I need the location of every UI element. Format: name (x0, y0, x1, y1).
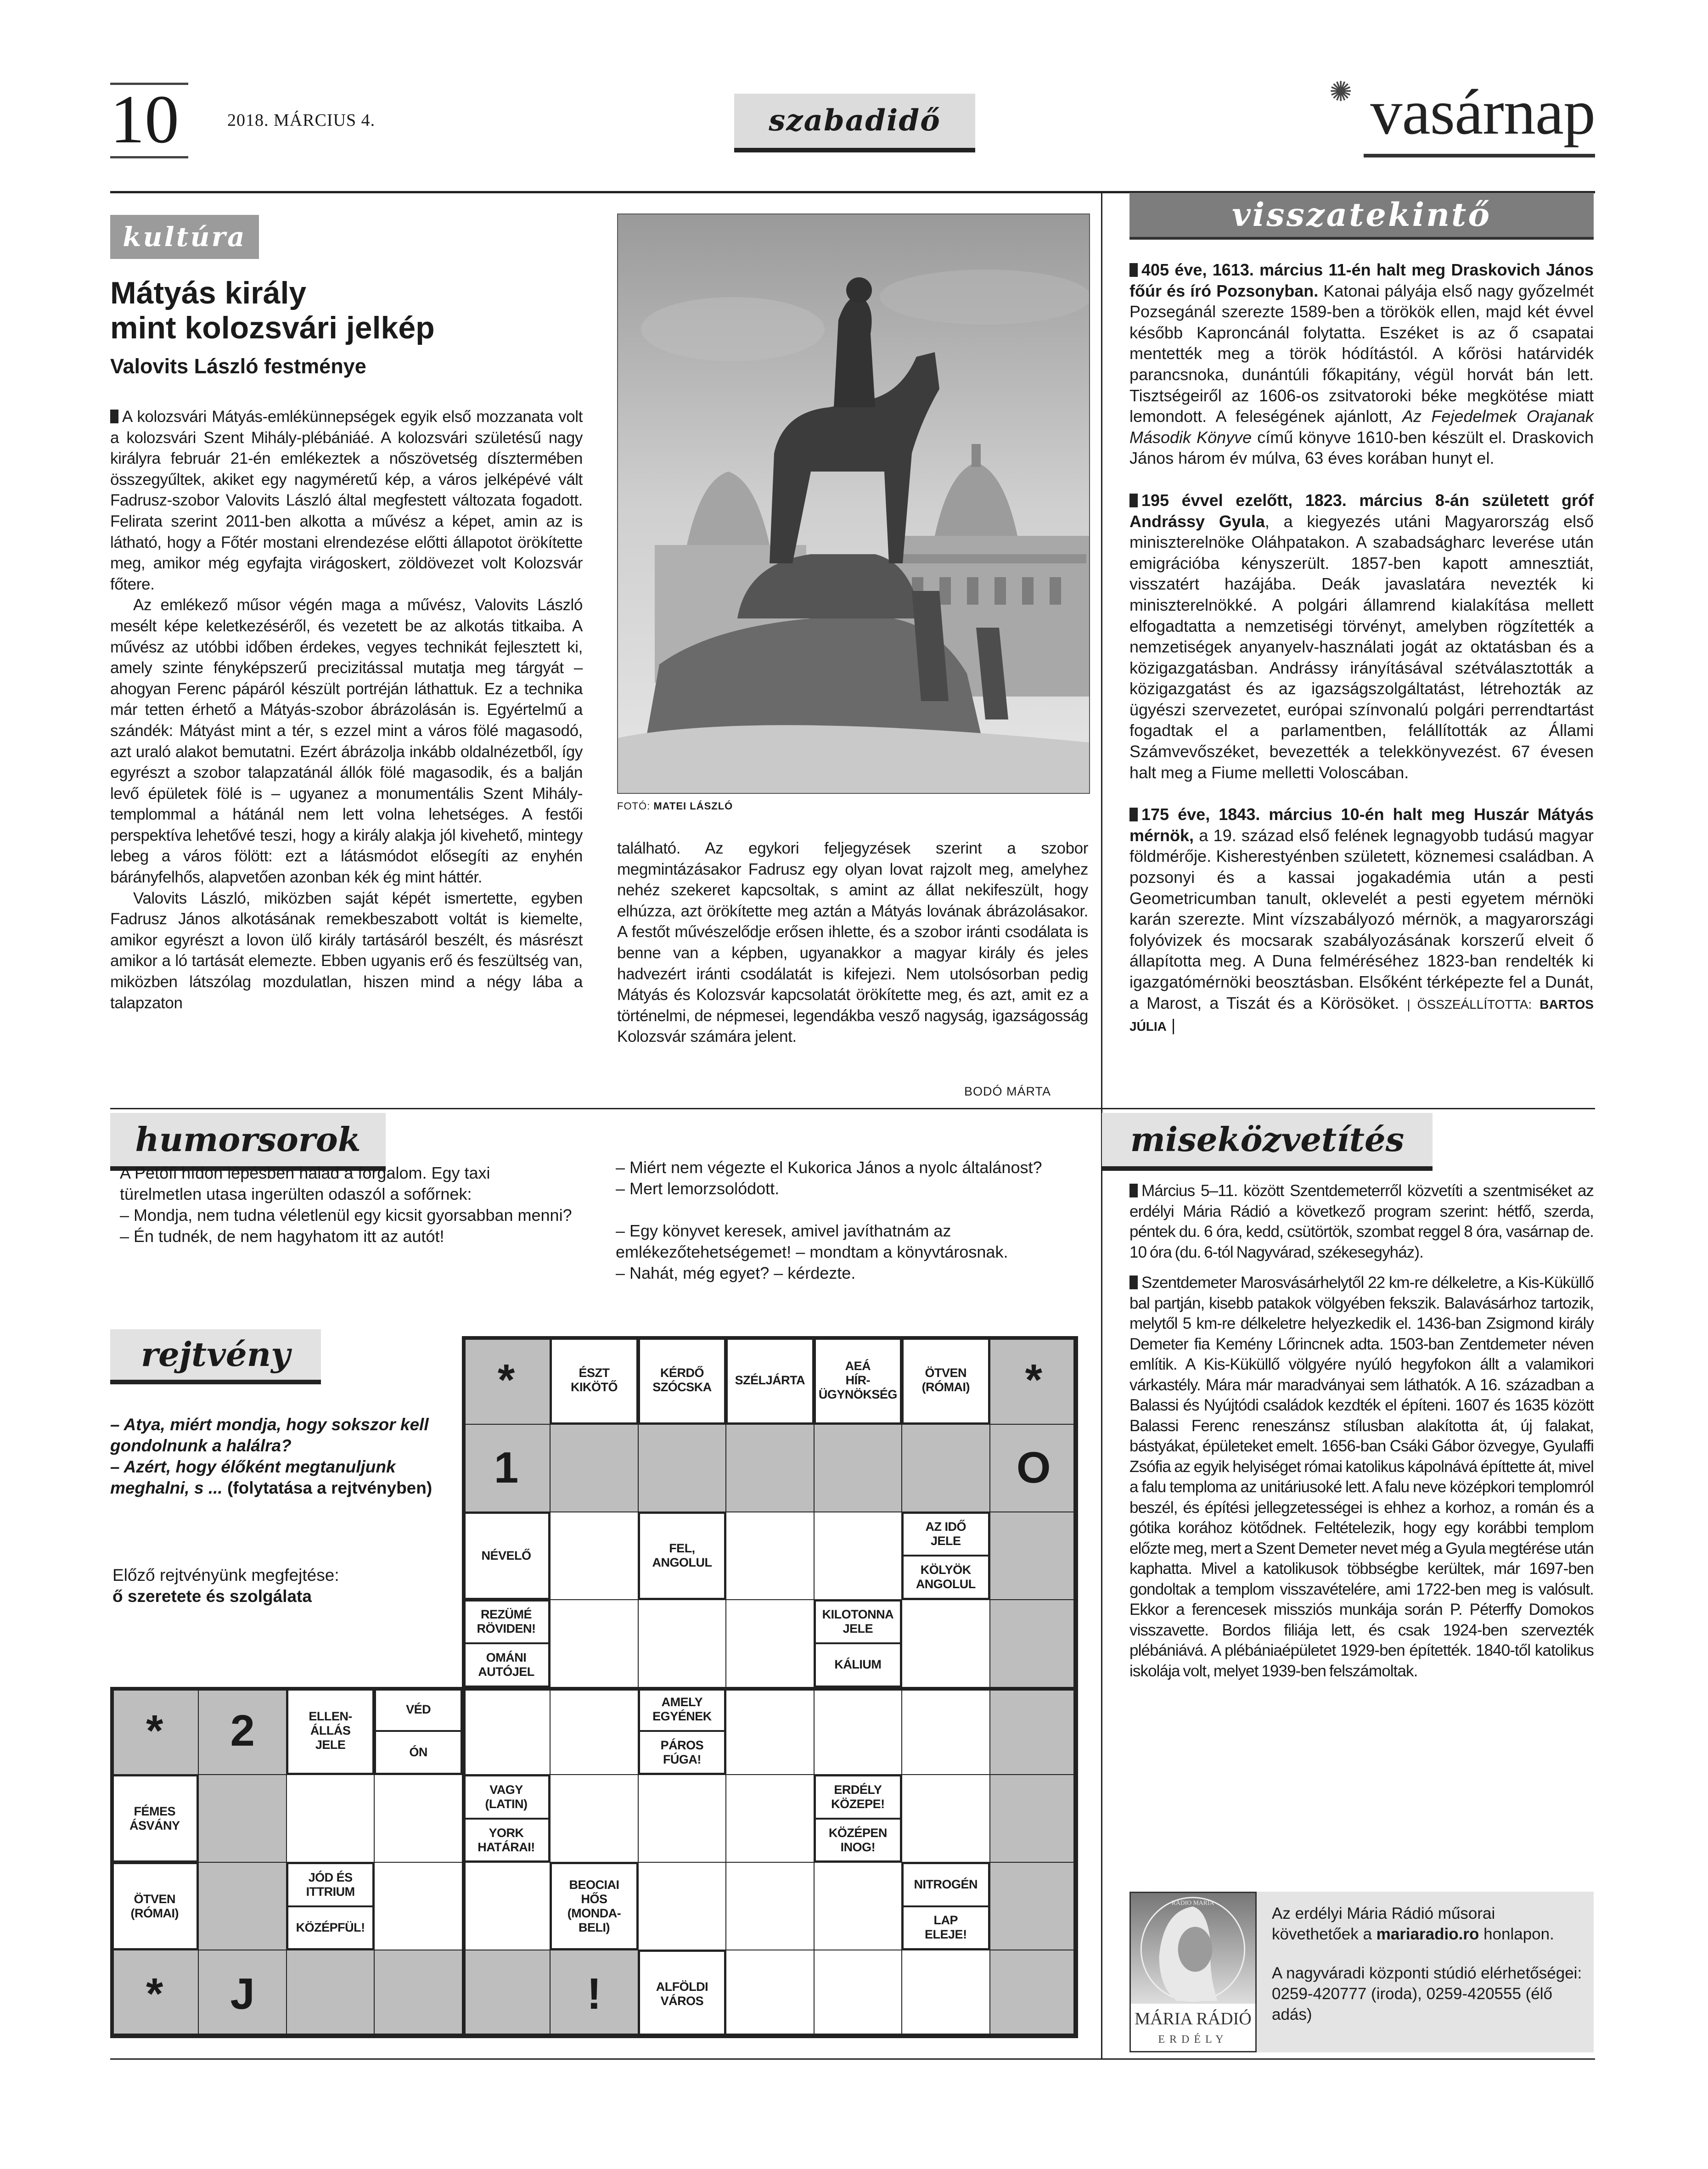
answer-cell[interactable] (374, 1862, 462, 1950)
paragraph-marker (110, 410, 118, 423)
clue-text: ÉSZT KIKÖTŐ (570, 1366, 618, 1394)
retrospective-list (1129, 259, 1594, 1058)
answer-cell[interactable] (638, 1599, 726, 1688)
answer-cell[interactable] (725, 1599, 814, 1688)
clue-cell (901, 1336, 990, 1425)
article-continuation (617, 838, 1088, 1047)
sun-icon: ✺ (1329, 76, 1353, 107)
clue-text: VÉD (406, 1702, 431, 1716)
section-tag-humorsorok: humorsorok (110, 1113, 386, 1171)
answer-cell[interactable] (725, 1862, 814, 1950)
clue-cell (110, 1774, 199, 1863)
solution-cell[interactable] (198, 1950, 287, 2038)
solution-cell[interactable] (901, 1424, 990, 1512)
clue-text: OMÁNI AUTÓJEL (478, 1650, 534, 1679)
solution-cell[interactable] (989, 1336, 1078, 1425)
answer-cell[interactable] (725, 1950, 814, 2038)
clue-text: ÖTVEN (RÓMAI) (130, 1892, 179, 1920)
photo-caption (617, 800, 733, 812)
radio-website-link[interactable]: mariaradio.ro (1376, 1925, 1479, 1943)
solution-cell[interactable] (725, 1424, 814, 1512)
equestrian-statue-painting (618, 214, 1089, 793)
paragraph-marker (1129, 263, 1138, 277)
article-subtitle: Valovits László festménye (110, 354, 366, 378)
clue-cell (286, 1687, 375, 1776)
maria-radio-logo (1129, 1892, 1257, 2052)
previous-solution-answer: ő szeretete és szolgálata (112, 1587, 312, 1606)
solution-cell[interactable] (462, 1950, 551, 2038)
newspaper-logo: vasárnap (1364, 73, 1595, 157)
photographer-name: MATEI LÁSZLÓ (653, 800, 733, 812)
clue-text: ÖTVEN (RÓMAI) (921, 1366, 970, 1394)
answer-cell[interactable] (725, 1774, 814, 1863)
clue-cell (550, 1336, 638, 1425)
joke-line: – Egy könyvet keresek, amivel javíthatnám az emlékezőtehetségemet! – mondtam a könyvtárosnak. (616, 1221, 1008, 1261)
cell-symbol: O (1016, 1443, 1051, 1493)
logo-ring-text: RADIO MARIA (1171, 1899, 1214, 1906)
clue-cell (901, 1512, 990, 1600)
clue-cell (814, 1774, 902, 1863)
clue-cell (638, 1512, 726, 1600)
solution-cell[interactable] (638, 1424, 726, 1512)
clue-text: YORK HATÁRAI! (478, 1826, 535, 1854)
joke-line: – Miért nem végezte el Kukorica János a nyolc általánost? (616, 1158, 1042, 1177)
answer-cell[interactable] (550, 1512, 638, 1600)
mass-paragraph: Március 5–11. között Szentdemeterről közvetíti a szentmiséket az erdélyi Mária Rádió a következő program szerint: hétfő, szerda, péntek du. 6 óra, kedd, csütörtök, szombat reggel 8 óra, vasárnap de. 10 óra (du. 6-tól Nagyvárad, székesegyház). (1129, 1182, 1594, 1261)
section-tag-misekozvetites: miseközvetítés (1102, 1113, 1433, 1171)
solution-cell[interactable] (989, 1512, 1078, 1600)
answer-cell[interactable] (725, 1512, 814, 1600)
clue-text: FÉMES ÁSVÁNY (129, 1804, 180, 1832)
clue-cell (638, 1687, 726, 1776)
section-tag-visszatekinto: visszatekintő (1129, 193, 1594, 240)
clue-cell (550, 1862, 638, 1950)
cell-symbol: * (146, 1706, 163, 1755)
clue-cell (814, 1336, 902, 1425)
clue-text: KÖZÉPEN INOG! (828, 1826, 887, 1854)
clue-text: BEOCIAI HŐS (MONDA- BELI) (567, 1877, 621, 1934)
clue-text: AMELY EGYÉNEK (652, 1695, 712, 1724)
answer-cell[interactable] (901, 1774, 990, 1863)
joke-line: – Én tudnék, de nem hagyhatom itt az autót! (120, 1227, 444, 1246)
clue-text: NITROGÉN (914, 1877, 978, 1892)
article-paragraph: Valovits László, miközben saját képét ismertette, egyben Fadrusz János alkotásának remekbeszabott voltát is kiemelte, amikor egyrészt a lovon ülő király tartásáról beszélt, és másrészt amikor a ló tartását elemezte. Ebben ugyanis erő és feszültség van, miközben látszólag mozdulatlan, hiszen mind a négy lába a talapzaton (110, 889, 583, 1012)
clue-text: ERDÉLY KÖZEPE! (831, 1783, 885, 1811)
solution-cell[interactable] (989, 1687, 1078, 1776)
credit-name: BARTOS JÚLIA (1129, 997, 1594, 1034)
retrospective-item (1129, 804, 1594, 1037)
joke-right (616, 1157, 1075, 1284)
clue-text: ALFÖLDI VÁROS (656, 1979, 708, 2008)
clue-cell (286, 1862, 375, 1950)
article-title-line1: Mátyás király (110, 275, 307, 310)
article-paragraph: Az emlékező műsor végén maga a művész, Valovits László mesélt képe keletkezéséről, és vezetett be az alkotás titkaiba. A művész az utóbbi időben érdekes, vegyes technikát fejlesztett ki, amely szinte fényképszerű precizitással mutatja meg tárgyát – ahogyan Ferenc pápáról készült portréján láthattuk. Ez a technika már tetten érhető a Mátyás-szobor ábrázolásán is. Egyértelmű a szándék: Mátyást mint a tér, s ezzel mint a város fölé magasodó, azt uraló alakot bemutatni. Ezért ábrázolja inkább oldalnézetből, így egyrészt a szobor talapzatánál állók fölé magasodik, és a balján levő épületek fölé is – ugyanez a monumentális Szent Mihály-templommal a hátánál nem lett volna lehetséges. A festői perspektíva lehetővé teszi, hogy a király alakja jól kivehető, mintegy lebeg a város fölött: ezt a látásmódot elősegíti az enyhén bárányfelhős, alapvetően azonban kék ég mint háttér. (110, 596, 583, 887)
cell-symbol: J (230, 1969, 255, 2018)
page-number: 10 (110, 83, 188, 158)
retrospective-item (1129, 259, 1594, 469)
clue-cell (462, 1774, 551, 1863)
item-text: című könyve 1610-ben készült el. Draskovich János három év múlva, 63 éves korában hunyt el. (1129, 427, 1594, 468)
answer-cell[interactable] (725, 1687, 814, 1776)
paragraph-marker (1129, 494, 1138, 507)
cell-symbol: * (1025, 1355, 1042, 1405)
clue-text: KÖZÉPFÜL! (296, 1920, 365, 1934)
solution-cell[interactable] (374, 1950, 462, 2038)
solution-cell[interactable] (110, 1687, 199, 1776)
answer-cell[interactable] (814, 1687, 902, 1776)
clue-text: REZÜMÉ RÖVIDEN! (477, 1607, 536, 1636)
clue-cell (725, 1336, 814, 1425)
mid-divider (110, 1108, 1595, 1109)
cell-symbol: * (146, 1969, 163, 2018)
clue-cell (901, 1862, 990, 1950)
cell-symbol: 1 (494, 1443, 519, 1493)
paragraph-marker (1129, 808, 1138, 821)
article-body (110, 406, 583, 1013)
logo-subtext: ERDÉLY (1158, 2034, 1228, 2045)
section-title: szabadidő (734, 94, 975, 152)
answer-cell[interactable] (374, 1774, 462, 1863)
answer-cell[interactable] (638, 1774, 726, 1863)
article-title (110, 275, 583, 345)
crossword-grid (110, 1336, 1077, 2037)
section-tag-rejtveny: rejtvény (110, 1329, 321, 1384)
clue-text: VAGY (LATIN) (485, 1783, 528, 1811)
solution-cell[interactable] (462, 1424, 551, 1512)
radio-contact: A nagyváradi központi stúdió elérhetőségei: 0259-420777 (iroda), 0259-420555 (élő adás) (1272, 1964, 1582, 2023)
cell-symbol: 2 (230, 1706, 255, 1755)
answer-cell[interactable] (901, 1687, 990, 1776)
solution-cell[interactable] (198, 1687, 287, 1776)
clue-text: AEÁ HÍR- ÜGYNÖKSÉG (818, 1359, 897, 1401)
answer-cell[interactable] (814, 1862, 902, 1950)
radio-info (1272, 1903, 1584, 2043)
riddle-question: – Atya, miért mondja, hogy sokszor kell gondolnunk a halálra? (110, 1415, 429, 1455)
cell-symbol: * (497, 1355, 515, 1405)
logo-text: MÁRIA RÁDIÓ (1135, 2009, 1252, 2029)
clue-text: JÓD ÉS ITTRIUM (306, 1870, 355, 1899)
clue-text: ÓN (409, 1745, 427, 1759)
solution-cell[interactable] (550, 1424, 638, 1512)
solution-cell[interactable] (814, 1424, 902, 1512)
clue-cell (814, 1599, 902, 1688)
item-heading: 175 éve, 1843. március 10-én halt meg Huszár Mátyás mérnök, (1129, 805, 1594, 845)
solution-cell[interactable] (989, 1862, 1078, 1950)
solution-cell[interactable] (286, 1950, 375, 2038)
caption-label: FOTÓ: (617, 800, 651, 812)
item-text: , a kiegyezés utáni Magyarország első miniszterelnöke Oláhpatakon. A szabadságharc leverése után emigrációba kényszerült. 1857-ben kapott amnesztiát, visszatért hazájába. Deák javaslatára nevezték ki miniszterelnökké. A polgári államrend kialakítása mellett elfogadtatta a nemzetiségi törvényt, amelyben rögzítették a nemzetiségek anyanyelv-használati jogát az oktatásban és a közigazgatásban. Andrássy irányításával szétválasztották a közigazgatást és az igazságszolgáltatást, létrehozták az ügyészi szervezetet, európai színvonalú polgári perrendtartást fogadtak el a parlamentben, felállították az Állami Számvevőszéket, bevezették a telekkönyvezést. 67 évesen halt meg a Fiume melletti Voloscában. (1129, 511, 1594, 782)
paragraph-marker (1129, 1276, 1138, 1289)
clue-text: KÉRDŐ SZÓCSKA (652, 1366, 712, 1394)
item-text: a 19. század első felének legnagyobb tudású magyar földmérője. Kisherestyénben született, köznemesi családban. A pozsonyi és a kassai jogakadémia után a pesti Geometricumban tanult, oklevelét a pesti egyetem mérnöki karán szerezte. Mint vízszabályozó mérnök, a magyarországi folyóvizek és mocsarak szabályozásának korszerű elveit ő állapította meg. A Duna felméréséhez 1823-ban rendelték ki igazgatómérnöki beosztásban. Elsőként térképezte fel a Dunát, a Marost, a Tiszát és a Körösöket. (1129, 826, 1594, 1012)
painting-photo (617, 214, 1090, 794)
solution-cell[interactable] (550, 1950, 638, 2038)
riddle-note: (folytatása a rejtvényben) (222, 1478, 433, 1497)
retrospective-item (1129, 490, 1594, 783)
answer-cell[interactable] (638, 1862, 726, 1950)
article-paragraph: található. Az egykori feljegyzések szerint a szobor megmintázásakor Fadrusz egy olyan lovat rajzolt meg, amelyhez nehéz szekeret kapcsoltak, s amint az állat nekifeszült, hogy elhúzza, azt örökítette meg aztán a Mátyás lovának ábrázolásakor. A festőt művészelődje erősen ihlette, és a szobor iránti csodálata is benne van a képben, ugyanakkor a magyar király és jeles hadvezért iránti csodálatát is kifejezi. Nem utolsósorban pedig Mátyás és Kolozsvár kapcsolatát örökítette meg, és azt, amit ez a történelmi, de népmesei, legendákba vesző nagyság, igazságosság Kolozsvár számára jelent. (617, 839, 1088, 1046)
clue-text: KÁLIUM (834, 1658, 882, 1672)
item-heading: 195 évvel ezelőtt, 1823. március 8-án született gróf Andrássy Gyula (1129, 490, 1594, 531)
clue-text: PÁROS FÚGA! (660, 1738, 704, 1766)
solution-cell[interactable] (989, 1599, 1078, 1688)
answer-cell[interactable] (901, 1599, 990, 1688)
bottom-divider (110, 2058, 1595, 2060)
item-text: Katonai pályája első nagy győzelmét Pozsegánál szerezte 1589-ben a törökök ellen, majd két évvel később Kaproncánál folytatta. Eszéket is az ő csapatai mentették meg a török hódítástól. A kőrösi határvidék parancsnoka, dunántúli főkapitány, végül horvát bán lett. Tisztségeiről az 1606-os zsitvatoroki béke megkötése miatt lemondott. A feleségének ajánlott, (1129, 281, 1594, 426)
item-heading: 405 éve, 1613. március 11-én halt meg Draskovich János főúr és író Pozsonyban. (1129, 260, 1594, 300)
mass-text (1129, 1181, 1594, 1681)
clue-text: FEL, ANGOLUL (652, 1541, 712, 1570)
answer-cell[interactable] (462, 1862, 551, 1950)
credit-label: | ÖSSZEÁLLÍTOTTA: (1407, 997, 1532, 1011)
clue-text: NÉVELŐ (481, 1548, 531, 1562)
joke-left (120, 1163, 574, 1247)
answer-cell[interactable] (550, 1599, 638, 1688)
answer-cell[interactable] (814, 1950, 902, 2038)
maria-radio-box (1129, 1892, 1594, 2052)
clue-text: ELLEN- ÁLLÁS JELE (309, 1709, 352, 1752)
clue-cell (110, 1862, 199, 1950)
joke-line: A Petőfi hídon lépésben halad a forgalom. Egy taxi türelmetlen utasa ingerülten odaszól a sofőrnek: (120, 1163, 490, 1203)
solution-cell[interactable] (198, 1862, 287, 1950)
radio-info-text: honlapon. (1479, 1925, 1554, 1943)
article-title-line2: mint kolozsvári jelkép (110, 310, 435, 345)
solution-cell[interactable] (110, 1950, 199, 2038)
radio-info-text: Az erdélyi Mária Rádió műsorai követhetőek a (1272, 1905, 1495, 1943)
clue-text: LAP ELEJE! (925, 1913, 967, 1942)
solution-cell[interactable] (989, 1950, 1078, 2038)
answer-cell[interactable] (462, 1687, 551, 1776)
article-paragraph: A kolozsvári Mátyás-emlékünnepségek egyik első mozzanata volt a kolozsvári Szent Mihály-plébániáé. A kolozsvári születésű nagy királyra február 21-én emlékeztek a nőszövetség dísztermében összegyűltek, akiket egy nagyméretű kép, a város jelképévé vált Fadrusz-szobor Valovits László által megfestett változata fogadott. Felirata szerint 2011-ben alkotta a művész a képet, amin az is látható, hogy a Főtér mostani elrendezése előtti állapotot örökítette meg, amikor még egyfajta virágoskert, zöldövezet volt Kolozsvár főtere. (110, 408, 583, 593)
answer-cell[interactable] (550, 1687, 638, 1776)
clue-text: SZÉLJÁRTA (735, 1373, 805, 1387)
clue-text: KILOTONNA JELE (822, 1607, 894, 1636)
clue-text: AZ IDŐ JELE (925, 1520, 966, 1548)
clue-cell (374, 1687, 462, 1776)
mass-paragraph: Szentdemeter Marosvásárhelytől 22 km-re délkeletre, a Kis-Küküllő bal partján, kisebb patakok völgyében fekszik. Balavásárhoz tartozik, melytől 5 km-re délkeletre helyezkedik el. 1436-ban Zsigmond király Demeter fia Kemény Lőrincnek adta. 1503-ban Zentdemeter néven említik. A Kis-Küküllő völgyére nyúló hegyfokon állt a valamikori várkastély. Mára már maradványai sem láthatók. A 16. században a Balassi és Nyújtódi családok kezdték el építeni. 1607 és 1635 között Balassi Ferenc reneszánsz stílusban alakította át, új falakat, bástyákat, épületeket emelt. 1656-ban Csáki Gábor özvegye, Gyulaffi Zsófia az egyik helyiséget római katolikus kápolnává építtette át, mivel a falu temploma az unitáriusoké lett. A falu neve középkori templomról beszél, és építési jellegzetességei is ehhez a korhoz, a román és a gótika korához kötődnek. Feltételezik, hogy egy korábbi templom előzte meg, mert a Szent Demeter nevet még a Gyula megtérése után kaphatta. Mivel a katolikusok többségbe kerültek, már 1697-ben gondoltak a templom visszavételére, ami 1722-ben meg is valósult. Ekkor a ferencesek missziós munkája során P. Péterffy Domokos visszavette. Bordos filiája lett, és csak 1924-ben szervezték plébániává. A plébániaépületet 1929-ben építették. 1840-től katolikus iskolája volt, melyet 1939-ben felszámoltak. (1129, 1274, 1594, 1680)
answer-cell[interactable] (814, 1512, 902, 1600)
joke-line: – Mert lemorzsolódott. (616, 1179, 780, 1198)
solution-cell[interactable] (989, 1774, 1078, 1863)
cell-symbol: ! (587, 1969, 601, 2018)
book-title: Az Fejedelmek Orajanak Második Könyve (1129, 407, 1594, 447)
article-author: BODÓ MÁRTA (964, 1084, 1051, 1098)
paragraph-marker (1129, 1184, 1138, 1197)
joke-line: – Nahát, még egyet? – kérdezte. (616, 1264, 856, 1282)
issue-date: 2018. MÁRCIUS 4. (227, 111, 376, 130)
madonna-icon (1131, 1893, 1255, 2006)
answer-cell[interactable] (901, 1950, 990, 2038)
section-tag-kultura: kultúra (110, 215, 259, 259)
previous-solution-label: Előző rejtvényünk megfejtése: (112, 1566, 339, 1585)
clue-cell (462, 1512, 551, 1600)
solution-cell[interactable] (989, 1424, 1078, 1512)
answer-cell[interactable] (286, 1774, 375, 1863)
answer-cell[interactable] (550, 1774, 638, 1863)
clue-cell (462, 1599, 551, 1688)
clue-cell (638, 1950, 726, 2038)
credit-end: | (1171, 1016, 1176, 1035)
riddle-answer: – Azért, hogy élőként megtanuljunk meghalni, s ... (110, 1457, 396, 1497)
solution-cell[interactable] (462, 1336, 551, 1425)
joke-line: – Mondja, nem tudna véletlenül egy kicsit gyorsabban menni? (120, 1206, 572, 1225)
clue-text: KÖLYÖK ANGOLUL (916, 1562, 976, 1591)
solution-cell[interactable] (198, 1774, 287, 1863)
clue-cell (638, 1336, 726, 1425)
